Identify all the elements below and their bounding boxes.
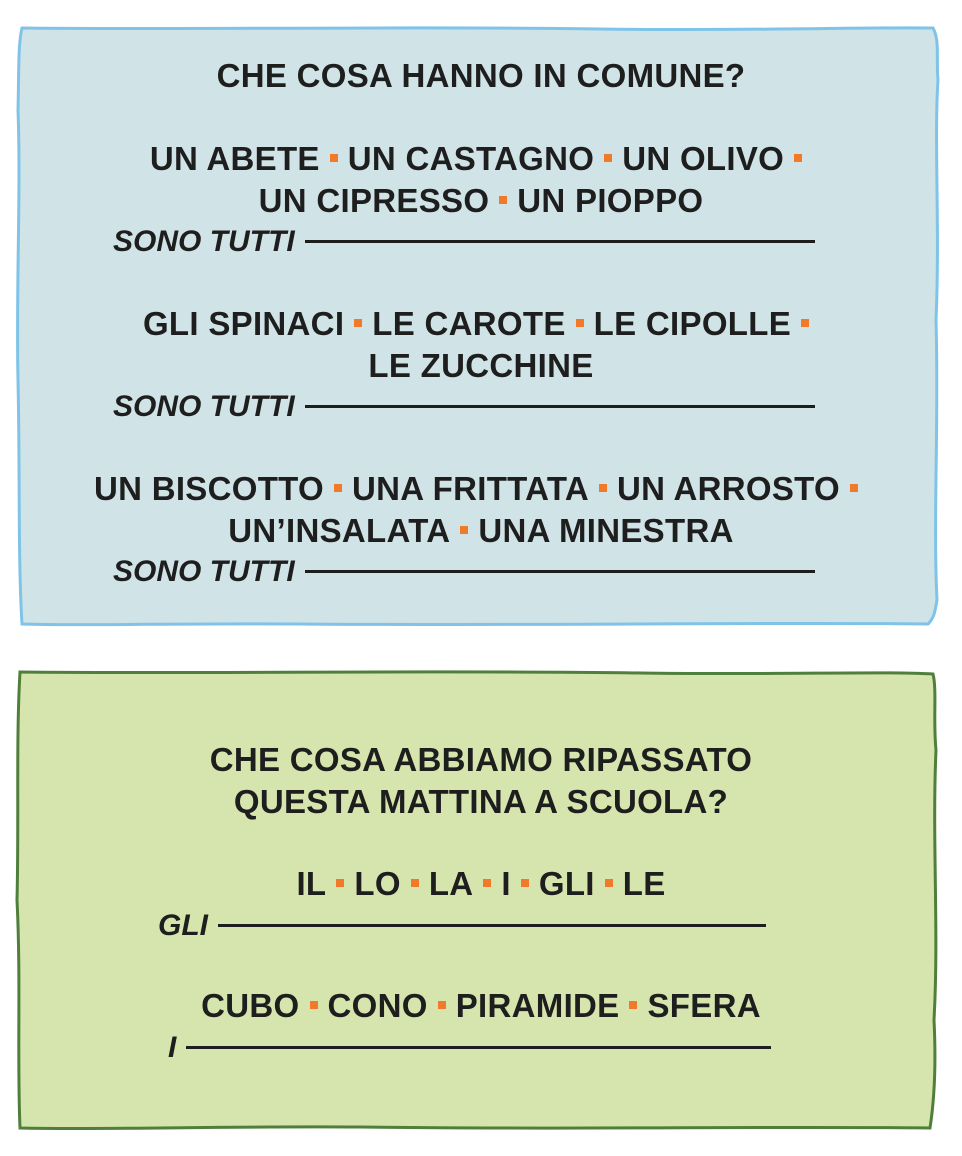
separator-square <box>576 319 584 327</box>
word-line <box>0 985 962 1027</box>
word-line <box>0 345 962 387</box>
word: UNA MINESTRA <box>478 512 734 549</box>
separator-square <box>794 154 802 162</box>
word: UN ARROSTO <box>617 470 841 507</box>
answer-blank[interactable] <box>305 405 815 408</box>
word: LE ZUCCHINE <box>368 347 594 384</box>
separator-square <box>354 319 362 327</box>
word: I <box>501 865 511 902</box>
word: UN PIOPPO <box>517 182 704 219</box>
answer-blank[interactable] <box>305 240 815 243</box>
separator-square <box>801 319 809 327</box>
word: LE <box>622 865 666 902</box>
separator-square <box>483 879 491 887</box>
answer-lead: SONO TUTTI <box>113 555 295 588</box>
separator-square <box>438 1001 446 1009</box>
word: UNA FRITTATA <box>352 470 589 507</box>
answer-lead: SONO TUTTI <box>113 225 295 258</box>
card2-title-line2: QUESTA MATTINA A SCUOLA? <box>233 783 729 820</box>
word: UN CASTAGNO <box>347 140 595 177</box>
word: LE CAROTE <box>372 305 566 342</box>
word-line <box>0 863 962 905</box>
separator-square <box>460 526 468 534</box>
word: UN CIPRESSO <box>258 182 490 219</box>
separator-square <box>521 879 529 887</box>
word-line <box>0 180 962 222</box>
word: LA <box>428 865 474 902</box>
answer-line <box>113 551 815 593</box>
separator-square <box>599 484 607 492</box>
separator-square <box>850 484 858 492</box>
exercise-card-school-review <box>0 660 962 1150</box>
word: IL <box>296 865 327 902</box>
word-line <box>0 138 962 180</box>
word-group-trees <box>0 138 962 222</box>
answer-line <box>168 1027 771 1069</box>
word: LO <box>354 865 401 902</box>
answer-lead: SONO TUTTI <box>113 390 295 423</box>
separator-square <box>604 154 612 162</box>
separator-square <box>605 879 613 887</box>
word: PIRAMIDE <box>455 987 620 1024</box>
separator-square <box>499 196 507 204</box>
word-group-dishes <box>0 468 962 552</box>
separator-square <box>629 1001 637 1009</box>
separator-square <box>330 154 338 162</box>
word: GLI <box>538 865 595 902</box>
word: CONO <box>327 987 428 1024</box>
answer-lead: GLI <box>158 909 208 942</box>
answer-line <box>113 221 815 263</box>
word-line <box>0 468 962 510</box>
word: UN’INSALATA <box>228 512 451 549</box>
answer-line <box>158 905 766 947</box>
word-group-solids <box>0 985 962 1027</box>
word: UN OLIVO <box>622 140 785 177</box>
separator-square <box>411 879 419 887</box>
word: UN ABETE <box>149 140 320 177</box>
separator-square <box>336 879 344 887</box>
word: LE CIPOLLE <box>593 305 792 342</box>
word: GLI SPINACI <box>142 305 345 342</box>
answer-blank[interactable] <box>305 570 815 573</box>
answer-lead: I <box>168 1031 177 1064</box>
word-group-articles <box>0 863 962 905</box>
word: UN BISCOTTO <box>93 470 324 507</box>
answer-blank[interactable] <box>218 924 766 927</box>
card2-title-line1: CHE COSA ABBIAMO RIPASSATO <box>209 741 753 778</box>
separator-square <box>310 1001 318 1009</box>
separator-square <box>334 484 342 492</box>
card1-title: CHE COSA HANNO IN COMUNE? <box>216 57 746 94</box>
word-line <box>0 510 962 552</box>
word-group-vegetables <box>0 303 962 387</box>
word: SFERA <box>647 987 761 1024</box>
word: CUBO <box>201 987 300 1024</box>
word-line <box>0 303 962 345</box>
answer-line <box>113 386 815 428</box>
answer-blank[interactable] <box>186 1046 771 1049</box>
